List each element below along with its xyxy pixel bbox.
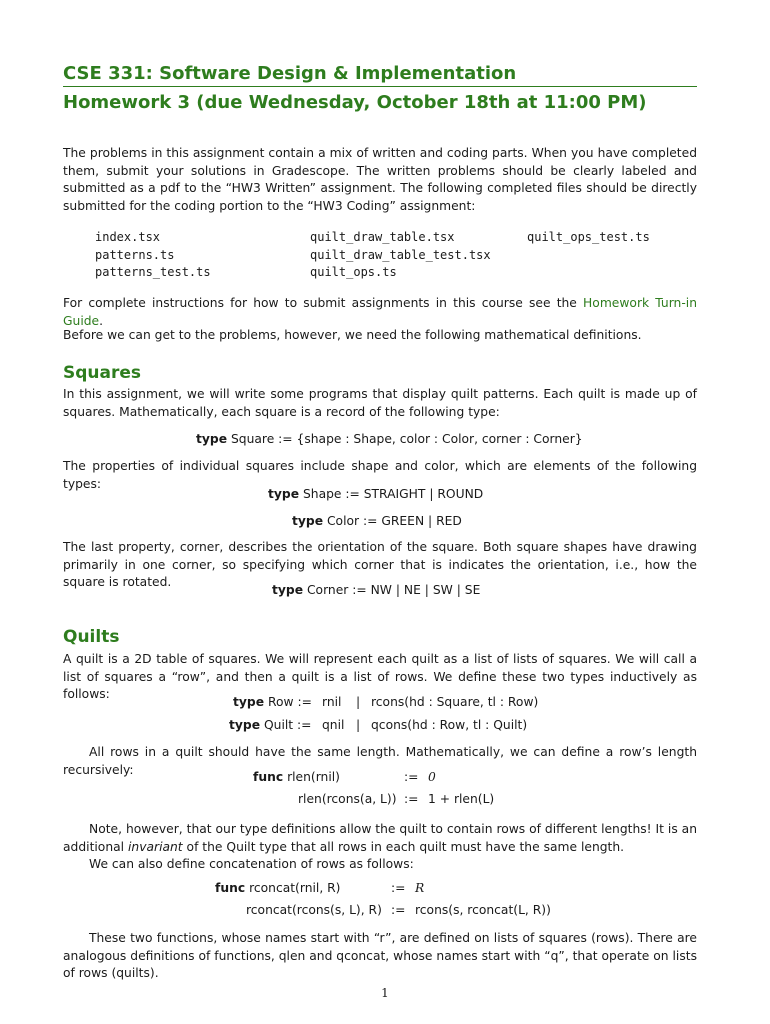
type-keyword: type	[233, 695, 265, 709]
concat-intro: We can also define concatenation of rows as follows:	[89, 857, 414, 871]
color-type-body: Color := GREEN | RED	[326, 514, 462, 528]
row-type-label	[233, 695, 312, 709]
color-type-definition	[292, 514, 462, 528]
page-number: 1	[381, 986, 389, 1000]
assign-symbol: :=	[404, 792, 419, 806]
corner-type-definition	[272, 583, 480, 597]
instructions-end: .	[99, 313, 104, 328]
file-name: quilt_draw_table_test.tsx	[310, 247, 491, 262]
quilt-bar: |	[356, 718, 361, 732]
corner-paragraph: The last property, corner, describes the orientation of the square. Both square shapes have drawing primarily in one corner, so specifying which corner that is indicates the orientation, i.e., how the square is rotated.	[63, 540, 697, 589]
file-name: patterns.ts	[95, 247, 175, 262]
rconcat-lhs2: rconcat(rcons(s, L), R)	[246, 903, 382, 917]
corner-type-body: Corner := NW | NE | SW | SE	[306, 583, 481, 597]
file-name: quilt_ops_test.ts	[527, 230, 650, 244]
title-rule	[63, 86, 697, 87]
instructions-line	[63, 295, 697, 330]
quilt-cons-case: qcons(hd : Row, tl : Quilt)	[371, 718, 528, 732]
invariant-note	[63, 821, 697, 856]
rconcat-func-line1	[215, 881, 340, 895]
intro-paragraph: The problems in this assignment contain a mix of written and coding parts. When you have completed them, submit your solutions in Gradescope. The written problems should be clearly labeled and submitted as a pdf to the “HW3 Written” assignment. The following completed files should be directly submitted for the coding portion to the “HW3 Coding” assignment:	[63, 146, 697, 213]
shape-type-definition	[268, 487, 483, 501]
homework-title: Homework 3 (due Wednesday, October 18th at 11:00 PM)	[63, 92, 647, 113]
definitions-note: Before we can get to the problems, however, we need the following mathematical definitions.	[63, 328, 642, 342]
file-name: index.tsx	[95, 230, 161, 244]
file-name: quilt_draw_table.tsx	[310, 230, 455, 244]
file-list-col2	[310, 229, 491, 282]
quilt-type-label	[229, 718, 311, 732]
closing-paragraph: These two functions, whose names start with “r”, are defined on lists of squares (rows). There are analogous definitions of functions, qlen and qconcat, whose names start with “q”, that operate on lists of rows (quilts).	[63, 931, 697, 980]
rconcat-lhs1: rconcat(rnil, R)	[249, 881, 341, 895]
quilt-type-name: Quilt :=	[263, 718, 312, 732]
quilt-base-case: qnil	[322, 718, 345, 732]
type-keyword: type	[196, 432, 228, 446]
type-keyword: type	[268, 487, 300, 501]
invariant-term: invariant	[127, 839, 183, 854]
instructions-text: For complete instructions for how to submit assignments in this course see the	[63, 296, 584, 310]
assign-symbol: :=	[391, 881, 406, 895]
rlen-func-line1	[253, 770, 340, 784]
rconcat-rhs1: R	[415, 881, 425, 895]
row-type-name: Row :=	[267, 695, 312, 709]
note-text-end: of the Quilt type that all rows in each quilt must have the same length.	[182, 839, 625, 854]
func-keyword: func	[215, 881, 246, 895]
rlen-lhs2: rlen(rcons(a, L))	[298, 792, 397, 806]
row-cons-case: rcons(hd : Square, tl : Row)	[371, 695, 539, 709]
file-list-col1	[95, 229, 211, 282]
rlen-rhs1: 0	[428, 770, 436, 784]
course-title: CSE 331: Software Design & Implementation	[63, 63, 517, 84]
square-type-body: Square := {shape : Shape, color : Color, corner : Corner}	[230, 432, 583, 446]
square-type-definition	[196, 432, 583, 446]
shape-type-body: Shape := STRAIGHT | ROUND	[302, 487, 484, 501]
assign-symbol: :=	[391, 903, 406, 917]
squares-heading: Squares	[63, 363, 142, 383]
row-bar: |	[356, 695, 361, 709]
rconcat-rhs2: rcons(s, rconcat(L, R))	[415, 903, 551, 917]
turn-in-guide-link[interactable]: Homework Turn-in Guide	[63, 296, 697, 328]
quilts-paragraph: A quilt is a 2D table of squares. We will represent each quilt as a list of lists of squares. We will call a list of squares a “row”, and then a quilt is a list of rows. We define these two types inductively as follows:	[63, 652, 697, 701]
type-keyword: type	[292, 514, 324, 528]
squares-paragraph: In this assignment, we will write some programs that display quilt patterns. Each quilt is made up of squares. Mathematically, each square is a record of the following type:	[63, 387, 697, 419]
assign-symbol: :=	[404, 770, 419, 784]
func-keyword: func	[253, 770, 284, 784]
file-name: quilt_ops.ts	[310, 265, 397, 279]
type-keyword: type	[229, 718, 261, 732]
properties-paragraph: The properties of individual squares include shape and color, which are elements of the following types:	[63, 459, 697, 491]
quilts-heading: Quilts	[63, 627, 120, 647]
row-base-case: rnil	[322, 695, 342, 709]
file-name: patterns_test.ts	[95, 265, 211, 279]
type-keyword: type	[272, 583, 304, 597]
file-list-col3	[527, 229, 650, 247]
rlen-lhs1: rlen(rnil)	[287, 770, 340, 784]
note-text: Note, however, that our type definitions allow the quilt to contain rows of different lengths! It is an additional	[63, 822, 697, 854]
rlen-rhs2: 1 + rlen(L)	[428, 792, 495, 806]
rows-length-paragraph: All rows in a quilt should have the same length. Mathematically, we can define a row’s length recursively:	[63, 745, 697, 777]
